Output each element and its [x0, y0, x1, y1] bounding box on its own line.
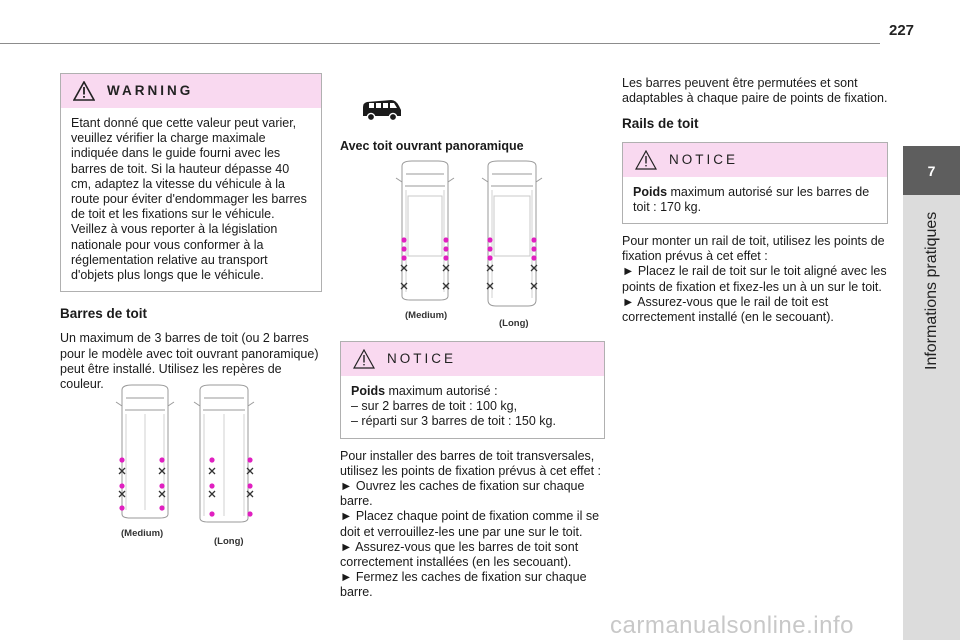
panoramic-diagram	[392, 160, 552, 310]
notice-1-title: NOTICE	[387, 351, 457, 367]
roof-bars-text: Un maximum de 3 barres de toit (ou 2 barres pour le modèle avec toit ouvrant panoramique) peut être installé. Utilisez les repères de couleur.	[60, 331, 319, 392]
warning-text-2: Veillez à vous reporter à la législation nationale pour vous conformer à la réglementation relative au transport d'objets plus longs que le véhicule.	[71, 222, 278, 283]
notice-1-icon	[353, 349, 375, 369]
van-medium-outline	[116, 385, 174, 518]
warning-text: Etant donné que cette valeur peut varier, veuillez vérifier la charge maximale indiquée dans le guide fourni avec les barres de toit. Si la hauteur dépasse 40 cm, adaptez la vitesse du véhicule à la route pour éviter d'endommager les barres de toit et les fixations sur le véhicule.	[71, 116, 307, 222]
van-long-outline	[194, 385, 254, 522]
pano-fixation-crosses	[401, 265, 537, 289]
fixation-markers	[119, 457, 252, 516]
notice-2-text: maximum autorisé sur les barres de toit : 170 kg.	[633, 184, 870, 214]
install-step-2: ► Placez chaque point de fixation comme il se doit et verrouillez-les une par une sur le toit.	[340, 509, 600, 539]
install-step-3: ► Assurez-vous que les barres de toit sont correctement installées (en les secouant).	[340, 539, 579, 570]
notice-1-line-3: – réparti sur 3 barres de toit : 150 kg.	[351, 414, 556, 429]
panoramic-heading: Avec toit ouvrant panoramique	[340, 139, 524, 153]
panoramic-label-medium: (Medium)	[405, 310, 448, 321]
install-intro: Pour installer des barres de toit transversales, utilisez les points de fixation prévus à cet effet :	[340, 448, 602, 478]
warning-header	[61, 74, 321, 108]
notice-2-header	[623, 143, 887, 177]
pano-fixation-markers	[401, 237, 536, 260]
install-steps	[340, 449, 605, 601]
notice-2-title: NOTICE	[669, 152, 739, 167]
roof-bars-heading: Barres de toit	[60, 306, 148, 322]
warning-box	[60, 73, 322, 292]
van-side-icon	[361, 98, 403, 122]
pano-van-medium-outline	[396, 161, 454, 300]
notice-2-text-line	[633, 185, 877, 215]
install-step-1: ► Ouvrez les caches de fixation sur chaque barre.	[340, 479, 585, 509]
panoramic-label-long: (Long)	[499, 318, 529, 329]
rails-heading: Rails de toit	[622, 116, 699, 132]
rails-step-2: ► Assurez-vous que le rail de toit est correctement installé (en le secouant).	[622, 294, 834, 325]
notice-1-body	[341, 376, 604, 438]
chapter-tab[interactable]: 7	[903, 146, 960, 195]
notice-2-box	[622, 142, 888, 224]
notice-1-line-2: – sur 2 barres de toit : 100 kg,	[351, 399, 518, 414]
rails-steps	[622, 234, 888, 325]
notice-2-icon	[635, 150, 657, 170]
notice-1-header	[341, 342, 604, 376]
page-number: 227	[889, 22, 915, 39]
notice-1-box	[340, 341, 605, 439]
notice-1-line-1	[351, 384, 594, 399]
notice-1-bold: Poids	[351, 384, 386, 398]
warning-icon	[73, 81, 95, 101]
install-step-4: ► Fermez les caches de fixation sur chaque barre.	[340, 570, 587, 600]
notice-1-wrap	[340, 341, 605, 601]
roof-bars-label-long: (Long)	[214, 536, 244, 547]
notice-2-body	[623, 177, 887, 223]
warning-body	[61, 108, 321, 291]
rails-step-1: ► Placez le rail de toit sur le toit aligné avec les points de fixation et fixez-les un à un sur le toit.	[622, 264, 887, 294]
top-divider	[0, 43, 880, 44]
warning-title: WARNING	[107, 83, 194, 99]
rails-text: Pour monter un rail de toit, utilisez les points de fixation prévus à cet effet :	[622, 234, 885, 264]
notice-2-bold: Poids	[633, 184, 668, 199]
column-right	[622, 76, 888, 325]
column-middle	[340, 139, 605, 154]
watermark: carmanualsonline.info	[610, 612, 854, 639]
chapter-title: Informations pratiques	[923, 211, 940, 370]
rails-intro: Les barres peuvent être permutées et sont adaptables à chaque paire de points de fixation.	[622, 76, 888, 106]
fixation-crosses	[119, 468, 253, 497]
notice-1-line-1-text: maximum autorisé :	[385, 384, 498, 398]
roof-bars-diagram	[108, 384, 268, 524]
column-left	[60, 73, 322, 392]
roof-bars-label-medium: (Medium)	[121, 528, 164, 539]
